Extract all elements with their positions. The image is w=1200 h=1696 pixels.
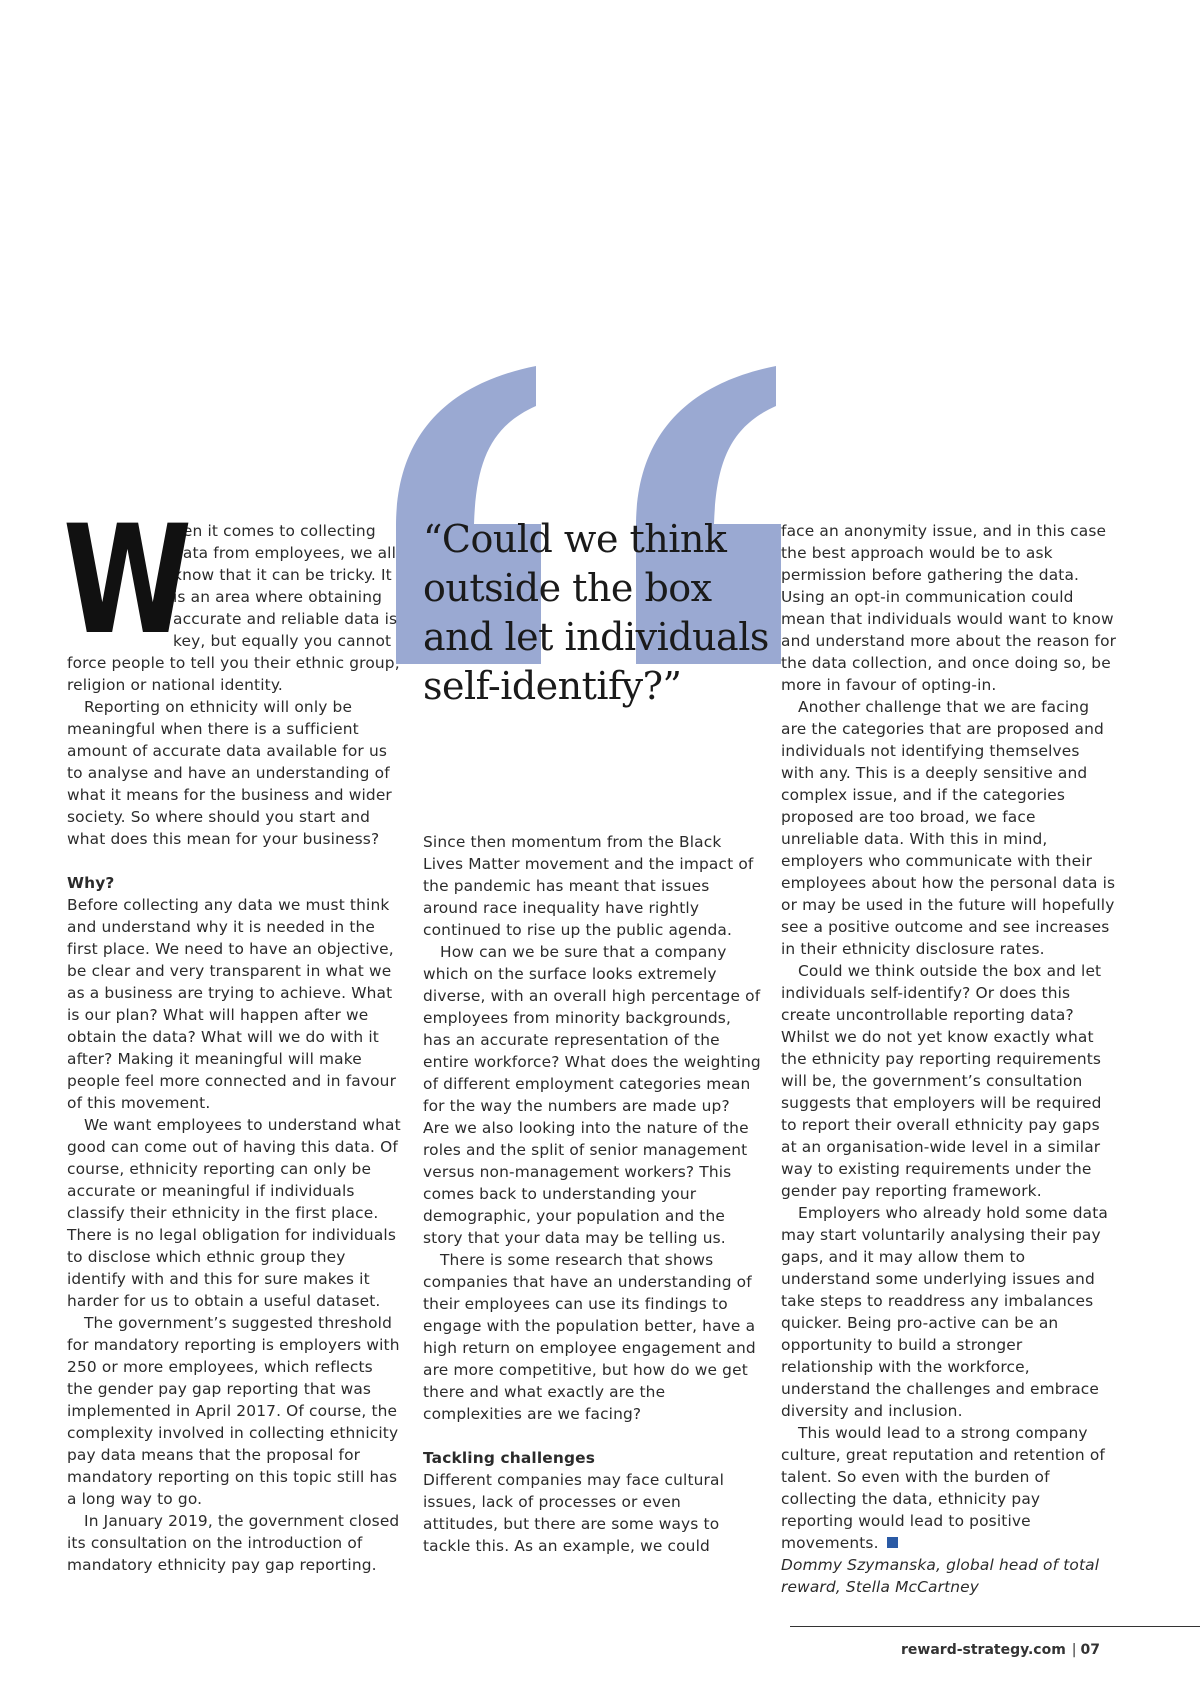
drop-cap: W	[63, 494, 193, 668]
paragraph: Different companies may face cultural issues, lack of processes or even attitudes, but there are some ways to tackle this. As an example, we could	[423, 1471, 725, 1555]
paragraph: Could we think outside the box and let individuals self-identify? Or does this create uncontrollable reporting data? Whilst we do not yet know exactly what the ethnicity pay reporting requirements will be, the government’s consultation suggests that employers will be required to report their overall ethnicity pay gaps at an organisation-wide level in a similar way to existing requirements under the gender pay reporting framework.	[781, 962, 1102, 1200]
paragraph: In January 2019, the government closed its consultation on the introduction of mandatory ethnicity pay gap reporting.	[67, 1512, 400, 1574]
section-heading-why: Why?	[67, 874, 115, 892]
article-column-2	[423, 831, 761, 1557]
paragraph: Another challenge that we are facing are the categories that are proposed and individuals not identifying themselves with any. This is a deeply sensitive and complex issue, and if the categories proposed are too broad, we face unreliable data. With this in mind, employers who communicate with their employees about how the personal data is or may be used in the future will hopefully see a positive outcome and see increases in their ethnicity disclosure rates.	[781, 698, 1116, 958]
paragraph-text: This would lead to a strong company culture, great reputation and retention of talent. So even with the burden of collecting the data, ethnicity pay reporting would lead to positive movements.	[781, 1424, 1106, 1552]
page-number: 07	[1080, 1642, 1100, 1658]
paragraph: Employers who already hold some data may start voluntarily analysing their pay gaps, and it may allow them to understand some underlying issues and take steps to readdress any imbalances quicker. Being pro-active can be an opportunity to build a stronger relationship with the workforce, understand the challenges and embrace diversity and inclusion.	[781, 1204, 1108, 1420]
page-footer	[901, 1642, 1100, 1658]
paragraph: The government’s suggested threshold for mandatory reporting is employers with 250 or more employees, which reflects the gender pay gap reporting that was implemented in April 2017. Of course, the complexity involved in collecting ethnicity pay data means that the proposal for mandatory reporting on this topic still has a long way to go.	[67, 1314, 400, 1508]
footer-separator: |	[1071, 1642, 1077, 1658]
pull-quote: “Could we think outside the box and let individuals self-identify?”	[423, 517, 769, 708]
paragraph: Before collecting any data we must think and understand why it is needed in the first place. We need to have an objective, be clear and very transparent in what we as a business are trying to achieve. What is our plan? What will happen after we obtain the data? What will we do with it after? Making it meaningful will make people feel more connected and in favour of this movement.	[67, 896, 397, 1112]
paragraph: hen it comes to collecting data from employees, we all know that it can be tricky. It is an area where obtaining accurate and reliable data is key, but equally you cannot force people to tell you their ethnic group, religion or national identity.	[67, 522, 400, 694]
paragraph: We want employees to understand what good can come out of having this data. Of course, ethnicity reporting can only be accurate or meaningful if individuals classify their ethnicity in the first place. There is no legal obligation for individuals to disclose which ethnic group they identify with and this for sure makes it harder for us to obtain a useful dataset.	[67, 1116, 401, 1310]
paragraph: There is some research that shows companies that have an understanding of their employees can use its findings to engage with the population better, have a high return on employee engagement and are more competitive, but how do we get there and what exactly are the complexities are we facing?	[423, 1251, 756, 1423]
article-column-3	[781, 520, 1117, 1598]
footer-rule	[790, 1626, 1200, 1627]
paragraph: How can we be sure that a company which on the surface looks extremely diverse, with an overall high percentage of employees from minority backgrounds, has an accurate representation of the entire workforce? What does the weighting of different employment categories mean for the way the numbers are made up? Are we also looking into the nature of the roles and the split of senior management versus non-management workers? This comes back to understanding your demographic, your population and the story that your data may be telling us.	[423, 943, 761, 1247]
article-column-1	[63, 494, 403, 1576]
paragraph	[781, 1422, 1117, 1554]
paragraph: Reporting on ethnicity will only be meaningful when there is a sufficient amount of accurate data available for us to analyse and have an understanding of what it means for the business and wider society. So where should you start and what does this mean for your business?	[67, 698, 392, 848]
paragraph: Since then momentum from the Black Lives Matter movement and the impact of the pandemic has meant that issues around race inequality have rightly continued to rise up the public agenda.	[423, 833, 754, 939]
end-mark-icon	[887, 1537, 898, 1548]
footer-site: reward-strategy.com	[901, 1642, 1066, 1658]
paragraph: face an anonymity issue, and in this case the best approach would be to ask permission before gathering the data. Using an opt-in communication could mean that individuals would want to know and understand more about the reason for the data collection, and once doing so, be more in favour of opting-in.	[781, 522, 1117, 694]
section-heading-challenges: Tackling challenges	[423, 1449, 596, 1467]
author-byline: Dommy Szymanska, global head of total reward, Stella McCartney	[781, 1556, 1100, 1596]
